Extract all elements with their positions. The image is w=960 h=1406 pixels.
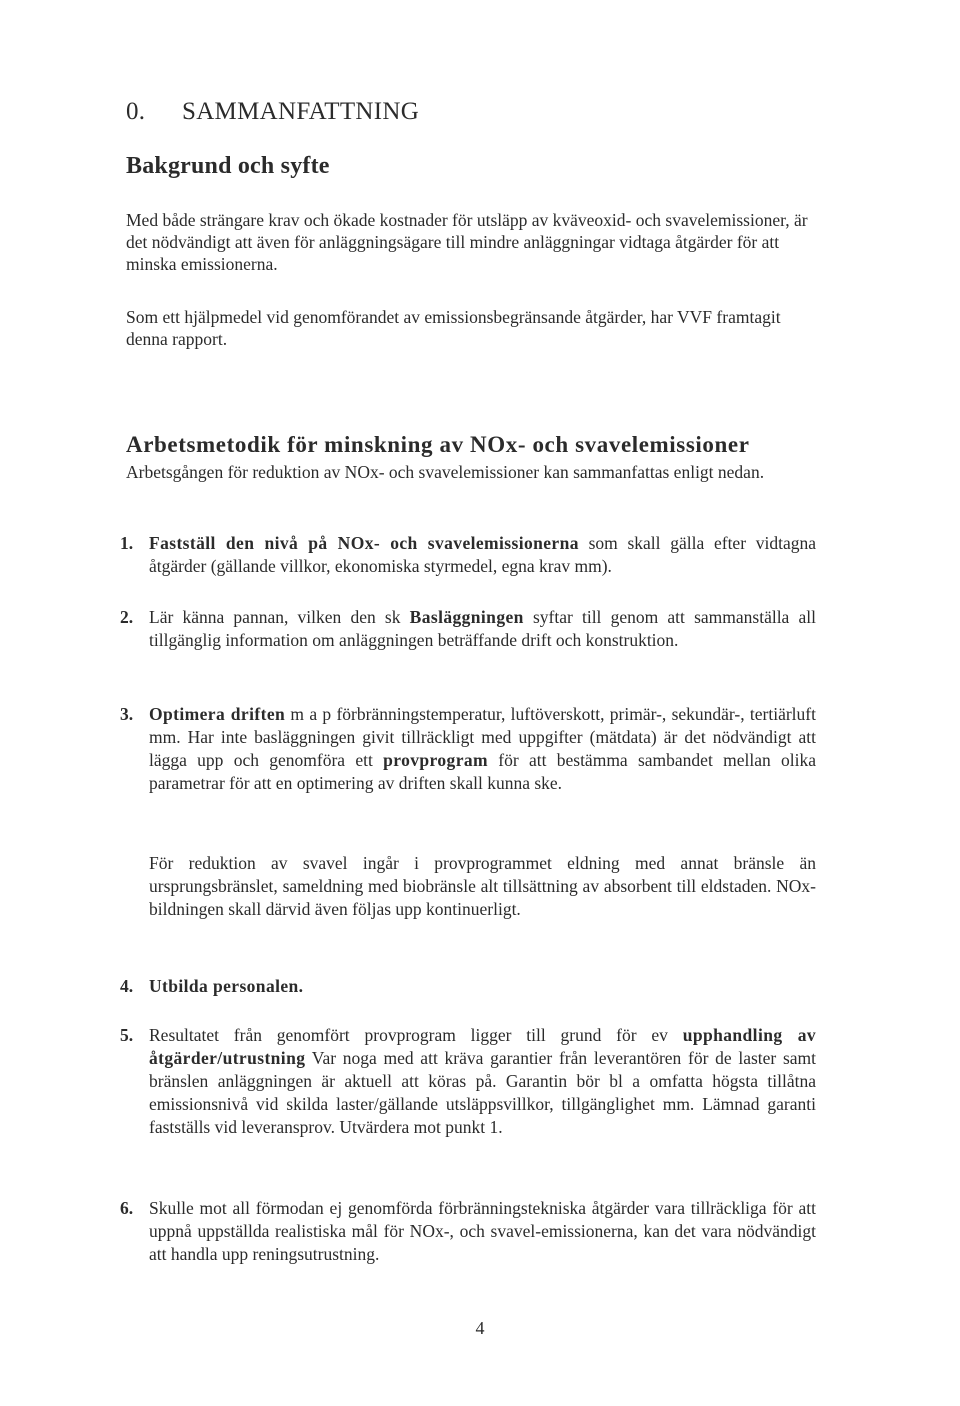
- paragraph-bakgrund-2: Som ett hjälpmedel vid genomförandet av emissionsbegränsande åtgärder, har VVF framtagit denna rapport.: [126, 307, 781, 349]
- list-item-emphasis: Optimera driften: [149, 704, 286, 724]
- list-item-rest: syftar till genom att sammanställa all tillgänglig information om anläggningen beträffande drift och konstruktion.: [149, 607, 816, 650]
- paragraph-arbetsmetodik-intro: Arbetsgången för reduktion av NOx- och svavelemissioner kan sammanfattas enligt nedan.: [126, 462, 765, 482]
- section-heading-arbetsmetodik: Arbetsmetodik för minskning av NOx- och svavelemissioner: [126, 432, 750, 457]
- list-item: [120, 975, 816, 998]
- list-item: [120, 532, 816, 578]
- list-item-text: [149, 532, 816, 578]
- list-item-mid: m a p förbränningstemperatur, luftöverskott, primär-, sekundär-, tertiärluft mm. Har inte basläggningen givit tillräckligt med uppgifter (mätdata) är det nödvändigt att lägga upp och genomföra ett: [149, 704, 816, 770]
- list-item-pre: Resultatet från genomfört provprogram ligger till grund för ev: [149, 1025, 683, 1045]
- list-item: [120, 1024, 816, 1139]
- list-item-emphasis: Utbilda personalen.: [149, 976, 304, 996]
- list-item-emphasis: upphandling av åtgärder/utrustning: [149, 1025, 816, 1068]
- list-item-text: Skulle mot all förmodan ej genomförda förbränningstekniska åtgärder vara tillräckliga för att uppnå uppställda realistiska mål för NOx-, och svavel-emissionerna, kan det vara nödvändigt att handla upp reningsutrustning.: [149, 1198, 816, 1264]
- list-item-text: [149, 1024, 816, 1139]
- list-item: [120, 703, 816, 795]
- list-item-emphasis: Fastställ den nivå på NOx- och svavelemissionerna: [149, 533, 579, 553]
- list-item-number: 1.: [120, 533, 134, 553]
- list-item-number: 3.: [120, 704, 134, 724]
- list-item-rest: Var noga med att kräva garantier från leverantören för de laster samt bränslen anläggningen är aktuell att köras på. Garantin bör bl a omfatta högsta tillåtna emissionsnivå vid skilda laster/gällande utsläppsvillkor, tillgänglighet mm. Lämnad garanti fastställs vid leveransprov. Utvärdera mot punkt 1.: [149, 1048, 816, 1137]
- page-number: 4: [475, 1318, 485, 1338]
- list-item-rest: som skall gälla efter vidtagna åtgärder (gällande villkor, ekonomiska styrmedel, egna krav mm).: [149, 533, 817, 576]
- list-item-text: [149, 606, 816, 652]
- list-item-emphasis: Basläggningen: [409, 607, 524, 627]
- list-item-text: [149, 975, 816, 998]
- list-item-paragraph: [120, 852, 816, 921]
- list-item-rest: för att bestämma sambandet mellan olika parametrar för att en optimering av driften skall kunna ske.: [149, 750, 816, 793]
- section-heading-bakgrund: Bakgrund och syfte: [126, 153, 330, 179]
- list-item-number: 2.: [120, 607, 134, 627]
- list-item: [120, 606, 816, 652]
- list-item-emphasis-2: provprogram: [383, 750, 488, 770]
- paragraph-bakgrund-1: Med både strängare krav och ökade kostnader för utsläpp av kväveoxid- och svavelemissioner, är det nödvändigt att även för anläggningsägare till mindre anläggningar vidtaga åtgärder för att minska emissionerna.: [126, 210, 808, 274]
- list-item-number: 6.: [120, 1198, 134, 1218]
- list-item-text: [149, 703, 816, 795]
- list-item: [120, 1197, 816, 1266]
- paragraph-svavel: För reduktion av svavel ingår i provprogrammet eldning med annat bränsle än ursprungsbränslet, sameldning med biobränsle alt tillsättning av absorbent till eldstaden. NOx-bildningen skall därvid även följas upp kontinuerligt.: [149, 853, 816, 919]
- list-item-number: 4.: [120, 976, 134, 996]
- title-number: 0.: [126, 98, 146, 125]
- title-text: SAMMANFATTNING: [182, 98, 420, 125]
- page-title: [126, 98, 419, 126]
- list-item-pre: Lär känna pannan, vilken den sk: [149, 607, 410, 627]
- list-item-number: 5.: [120, 1025, 134, 1045]
